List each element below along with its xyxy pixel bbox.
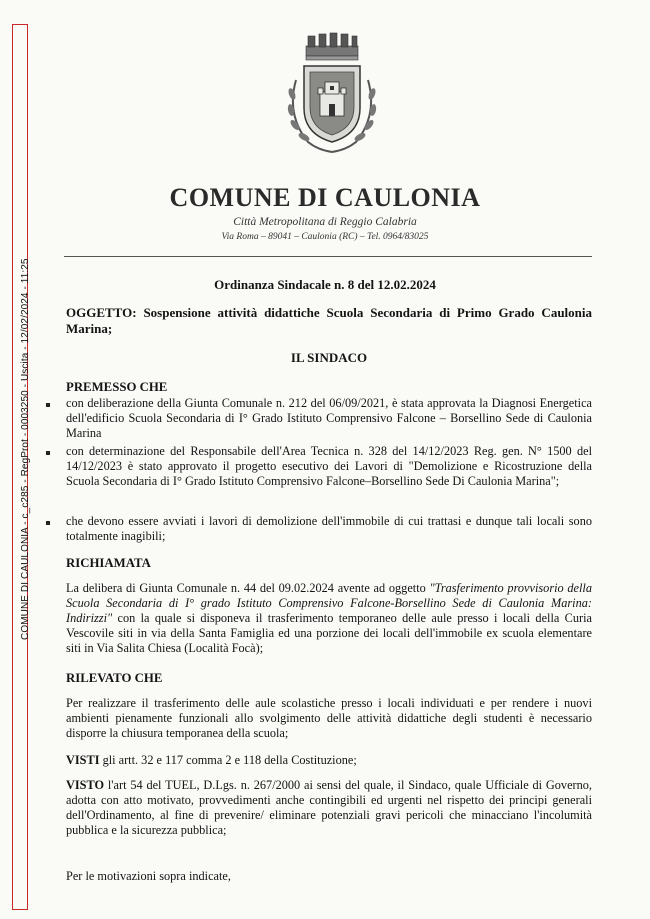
richiamata-paragraph	[66, 581, 592, 656]
premesso-item-3: che devono essere avviati i lavori di demolizione dell'immobile di cui trattasi e dunque tali locali sono totalmente inagibili;	[66, 514, 592, 543]
subject-label: OGGETTO:	[66, 305, 137, 320]
coat-of-arms-icon	[278, 30, 386, 160]
richiamata-heading: RICHIAMATA	[66, 556, 151, 570]
municipality-title: COMUNE DI CAULONIA	[169, 183, 481, 212]
closing-line: Per le motivazioni sopra indicate,	[66, 869, 231, 883]
protocol-stamp: COMUNE DI CAULONIA - c_c285 - RegProt - 0003250 - Uscita - 12/02/2024 - 11:25	[20, 258, 31, 640]
premesso-heading: PREMESSO CHE	[66, 380, 168, 394]
bullet-icon	[46, 403, 50, 407]
richiamata-subject-italic: "Trasferimento provvisorio della Scuola Secondaria di I° grado Istituto Comprensivo Falcone-Borsellino Sede di Caulonia Marina: Indirizzi"	[66, 581, 593, 625]
municipality-address: Via Roma – 89041 – Caulonia (RC) – Tel. 0964/83025	[221, 232, 429, 242]
richiamata-text-end: con la quale si disponeva il trasferimento temporaneo delle aule presso i locali della Curia Vescovile siti in via della Santa Famiglia ed una porzione dei locali dell'immobile ex scuola elementare siti in Via Salita Chiesa (Località Focà);	[66, 611, 592, 655]
premesso-item-1: con deliberazione della Giunta Comunale n. 212 del 06/09/2021, è stata approvata la Diagnosi Energetica dell'edificio Scuola Secondaria di I° Grado Istituto Comprensivo Falcone – Borsellino Sede di Caulonia Marina	[66, 396, 592, 440]
visto-label: VISTO	[66, 778, 105, 792]
visti-paragraph	[66, 753, 592, 768]
bullet-icon	[46, 451, 50, 455]
visti-label: VISTI	[66, 753, 100, 767]
ordinance-number: Ordinanza Sindacale n. 8 del 12.02.2024	[214, 277, 436, 292]
il-sindaco-heading: IL SINDACO	[290, 350, 368, 365]
subject-paragraph	[66, 305, 592, 337]
richiamata-text-start: La delibera di Giunta Comunale n. 44 del 09.02.2024 avente ad oggetto	[66, 581, 430, 595]
visto-text: l'art 54 del TUEL, D.Lgs. n. 267/2000 ai sensi del quale, il Sindaco, quale Ufficiale di Governo, adotta con atto motivato, provvedimenti anche contingibili ed urgenti nel rispetto dei principi generali dell'Ordinamento, al fine di prevenire/ eliminare potenziali gravi pericoli che minacciano l'incolumità pubblica e la sicurezza pubblica;	[66, 778, 592, 837]
premesso-item-2: con determinazione del Responsabile dell'Area Tecnica n. 328 del 14/12/2023 Reg. gen. N° 1500 del 14/12/2023 è stato approvato il progetto esecutivo dei Lavori di "Demolizione e Ricostruzione della Scuola Secondaria di I° Grado Istituto Comprensivo Falcone–Borsellino Sede Di Caulonia Marina";	[66, 444, 592, 488]
rilevato-paragraph: Per realizzare il trasferimento delle aule scolastiche presso i locali individuati e per rendere i nuovi ambienti pienamente funzionali allo svolgimento delle attività didattiche degli studenti è necessario disporre la chiusura temporanea della scuola;	[66, 696, 592, 740]
rilevato-heading: RILEVATO CHE	[66, 671, 163, 685]
municipality-subtitle: Città Metropolitana di Reggio Calabria	[233, 216, 417, 228]
header-divider	[64, 256, 592, 257]
bullet-icon	[46, 521, 50, 525]
subject-text: Sospensione attività didattiche Scuola Secondaria di Primo Grado Caulonia Marina;	[66, 305, 592, 336]
visto-paragraph	[66, 778, 592, 838]
visti-text: gli artt. 32 e 117 comma 2 e 118 della Costituzione;	[99, 753, 357, 767]
